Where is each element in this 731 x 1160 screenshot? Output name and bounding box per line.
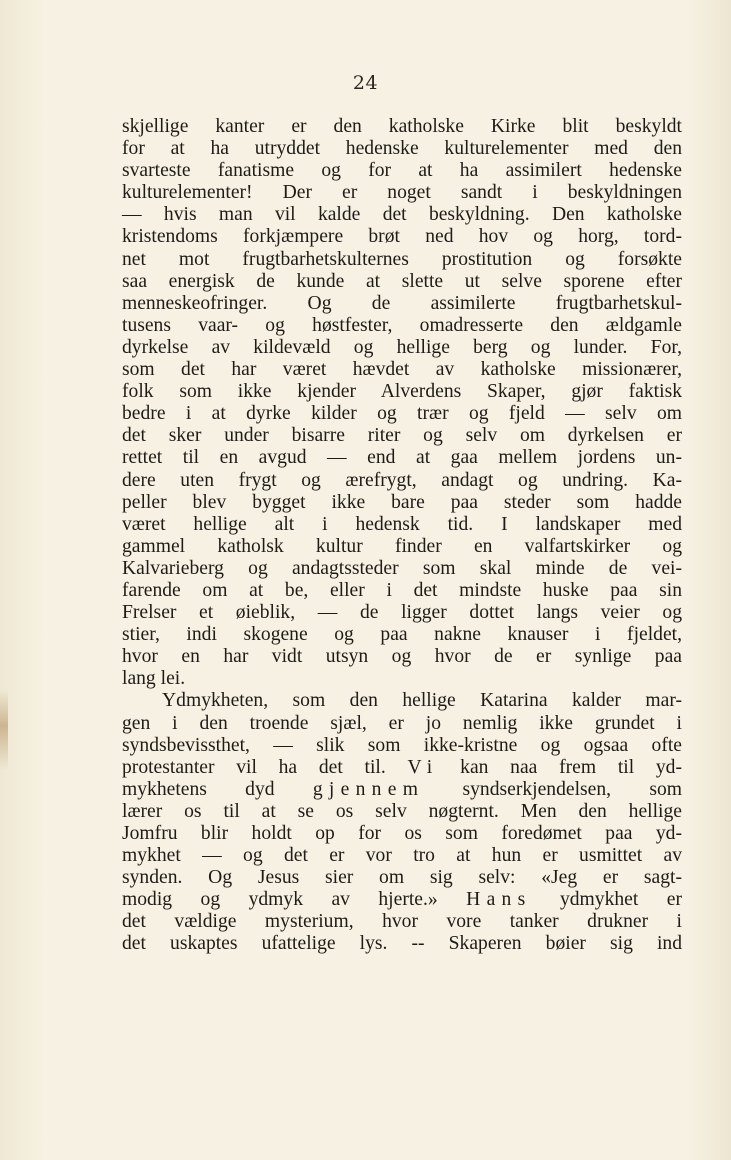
text-fragment: modig og ydmyk av hjerte.»	[122, 889, 438, 911]
text-line: det vældige mysterium, hvor vore tanker drukner i	[122, 911, 682, 933]
text-line-mixed	[122, 757, 682, 779]
text-line: lærer os til at se os selv nøgternt. Men den hellige	[122, 800, 682, 822]
text-line: kristendoms forkjæmpere brøt ned hov og horg, tord-	[122, 226, 682, 248]
text-line-mixed	[122, 779, 682, 801]
text-line: syndsbevissthet, — slik som ikke-kristne og ogsaa ofte	[122, 734, 682, 756]
text-line: det sker under bisarre riter og selv om dyrkelsen er	[122, 425, 682, 447]
text-line: gen i den troende sjæl, er jo nemlig ikke grundet i	[122, 712, 682, 734]
text-line: bedre i at dyrke kilder og trær og fjeld — selv om	[122, 403, 682, 425]
text-line: farende om at be, eller i det mindste huske paa sin	[122, 579, 682, 601]
text-line: folk som ikke kjender Alverdens Skaper, gjør faktisk	[122, 381, 682, 403]
text-line: svarteste fanatisme og for at ha assimilert hedenske	[122, 160, 682, 182]
text-line: skjellige kanter er den katholske Kirke blit beskyldt	[122, 116, 682, 137]
spaced-emphasis: Hans	[466, 889, 532, 911]
binding-edge-mark	[0, 690, 8, 770]
text-line: dere uten frygt og ærefrygt, andagt og undring. Ka-	[122, 469, 682, 491]
text-line: rettet til en avgud — end at gaa mellem jordens un-	[122, 447, 682, 469]
text-line: dyrkelse av kildevæld og hellige berg og lunder. For,	[122, 336, 682, 358]
text-fragment: kan naa frem til yd-	[460, 756, 682, 778]
text-line: stier, indi skogene og paa nakne knauser i fjeldet,	[122, 624, 682, 646]
text-line: menneskeofringer. Og de assimilerte frugtbarhetskul-	[122, 292, 682, 314]
text-line: tusens vaar- og høstfester, omadresserte den ældgamle	[122, 314, 682, 336]
text-line: hvor en har vidt utsyn og hvor de er synlige paa	[122, 646, 682, 668]
text-line: gammel katholsk kultur finder en valfartskirker og	[122, 535, 682, 557]
text-line: det uskaptes ufattelige lys. -- Skaperen bøier sig ind	[122, 933, 682, 955]
text-line: Kalvarieberg og andagtssteder som skal minde de vei-	[122, 557, 682, 579]
text-fragment: mykhetens dyd	[122, 778, 275, 800]
text-fragment: ydmykhet er	[559, 889, 682, 911]
text-fragment: syndserkjendelsen, som	[462, 778, 682, 800]
text-line: — hvis man vil kalde det beskyldning. Den katholske	[122, 204, 682, 226]
text-line: Frelser et øieblik, — de ligger dottet langs veier og	[122, 602, 682, 624]
text-line: kulturelementer! Der er noget sandt i beskyldningen	[122, 182, 682, 204]
text-line: synden. Og Jesus sier om sig selv: «Jeg er sagt-	[122, 867, 682, 889]
spaced-emphasis: gjennem	[312, 778, 425, 800]
text-line: lang lei.	[122, 668, 186, 690]
text-line: Jomfru blir holdt op for os som foredømet paa yd-	[122, 823, 682, 844]
spaced-emphasis: Vi	[407, 756, 439, 778]
body-text	[122, 116, 682, 956]
text-line: mykhet — og det er vor tro at hun er usmittet av	[122, 845, 682, 867]
text-line: net mot frugtbarhetskulternes prostitution og forsøkte	[122, 248, 682, 270]
text-line: saa energisk de kunde at slette ut selve sporene efter	[122, 270, 682, 292]
text-line-mixed	[122, 889, 682, 911]
text-line: peller blev bygget ikke bare paa steder som hadde	[122, 491, 682, 513]
text-line: Ydmykheten, som den hellige Katarina kalder mar-	[162, 690, 682, 712]
text-fragment: protestanter vil ha det til.	[122, 756, 386, 778]
page-number: 24	[352, 72, 379, 94]
text-line: som det har været hævdet av katholske missionærer,	[122, 359, 682, 381]
text-line: været hellige alt i hedensk tid. I landskaper med	[122, 513, 682, 535]
text-line: for at ha utryddet hedenske kulturelementer med den	[122, 138, 682, 160]
